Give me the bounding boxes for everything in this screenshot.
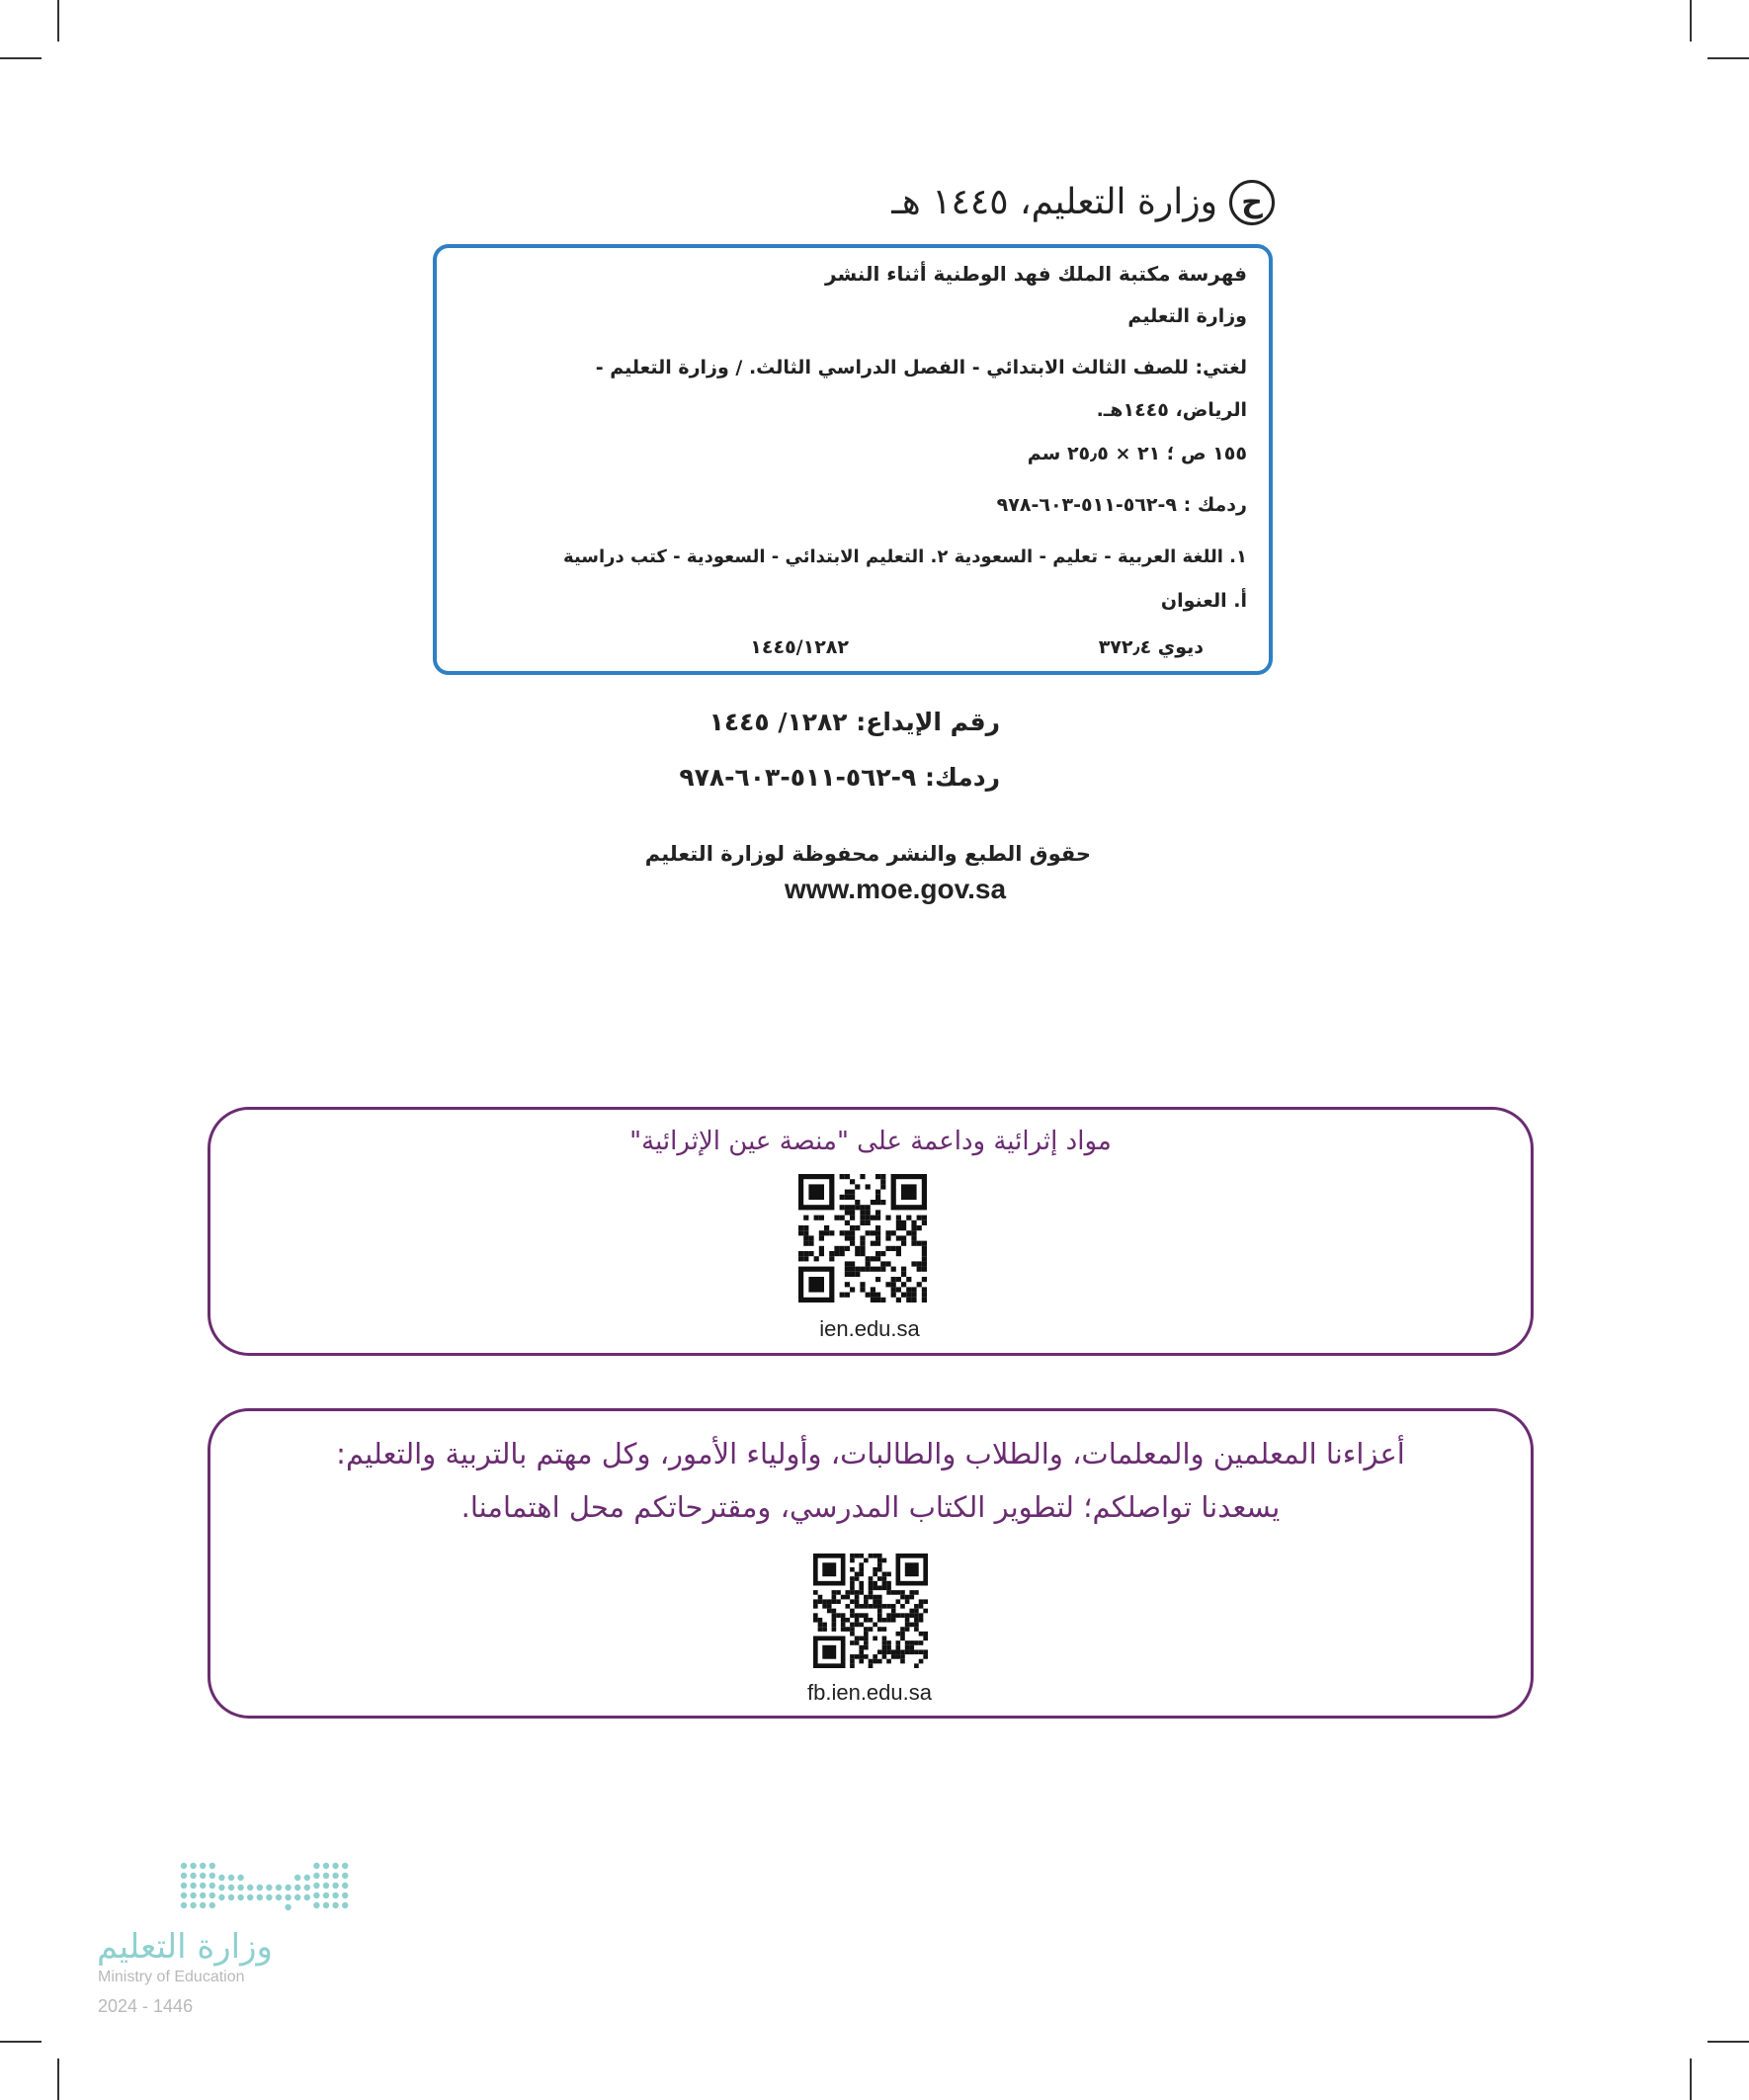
rights-text: حقوق الطبع والنشر محفوظة لوزارة التعليم — [644, 842, 1091, 866]
crop-mark — [1690, 0, 1692, 42]
ien-url[interactable]: ien.edu.sa — [819, 1316, 920, 1341]
ien-title: مواد إثرائية وداعمة على "منصة عين الإثرائية" — [629, 1127, 1112, 1156]
catalog-dewey: ديوي ٣٧٢٫٤ — [1098, 636, 1204, 658]
deposit-number: رقم الإيداع: ١٢٨٢/ ١٤٤٥ — [708, 708, 1000, 736]
crop-mark — [57, 0, 59, 42]
isbn-line: ردمك: ٩-٥٦٢-٥١١-٦٠٣-٩٧٨ — [679, 763, 1000, 792]
qr-code-icon[interactable] — [813, 1554, 928, 1668]
catalog-line: ردمك : ٩-٥٦٢-٥١١-٦٠٣-٩٧٨ — [996, 494, 1247, 516]
catalog-line: ١. اللغة العربية - تعليم - السعودية ٢. التعليم الابتدائي - السعودية - كتب دراسية — [563, 546, 1247, 567]
logo-year: 2024 - 1446 — [98, 1996, 194, 2016]
ministry-logo-icon — [178, 1858, 356, 1917]
catalog-line: أ. العنوان — [1160, 590, 1247, 612]
logo-english: Ministry of Education — [98, 1969, 245, 1985]
catalog-deposit-number: ١٤٤٥/١٢٨٢ — [750, 636, 849, 658]
feedback-url[interactable]: fb.ien.edu.sa — [807, 1680, 932, 1705]
logo-arabic: وزارة التعليم — [97, 1927, 273, 1967]
feedback-line-1: أعزاءنا المعلمين والمعلمات، والطلاب والطالبات، وأولياء الأمور، وكل مهتم بالتربية والتعليم: — [336, 1437, 1405, 1470]
catalog-line: الرياض، ١٤٤٥هـ. — [1096, 399, 1247, 421]
crop-mark — [1690, 2058, 1692, 2100]
website-link[interactable]: www.moe.gov.sa — [785, 874, 1007, 904]
catalog-line: وزارة التعليم — [1127, 305, 1247, 327]
qr-code-icon[interactable] — [795, 1174, 930, 1302]
crop-mark — [0, 57, 42, 59]
catalog-header: فهرسة مكتبة الملك فهد الوطنية أثناء النشر — [825, 262, 1247, 286]
crop-mark — [1707, 57, 1749, 59]
copyright-text: وزارة التعليم، ١٤٤٥ هـ — [891, 182, 1217, 222]
copyright-heading — [889, 178, 1275, 237]
cataloging-box — [433, 244, 1273, 675]
crop-mark — [57, 2058, 59, 2100]
catalog-line: ١٥٥ ص ؛ ٢١ × ٢٥٫٥ سم — [1027, 443, 1247, 464]
catalog-line: لغتي: للصف الثالث الابتدائي - الفصل الدراسي الثالث. / وزارة التعليم - — [595, 357, 1247, 378]
feedback-line-2: يسعدنا تواصلكم؛ لتطوير الكتاب المدرسي، ومقترحاتكم محل اهتمامنا. — [460, 1490, 1281, 1524]
crop-mark — [1707, 2041, 1749, 2043]
copyright-symbol-icon: ح — [1229, 180, 1275, 225]
crop-mark — [0, 2041, 42, 2043]
